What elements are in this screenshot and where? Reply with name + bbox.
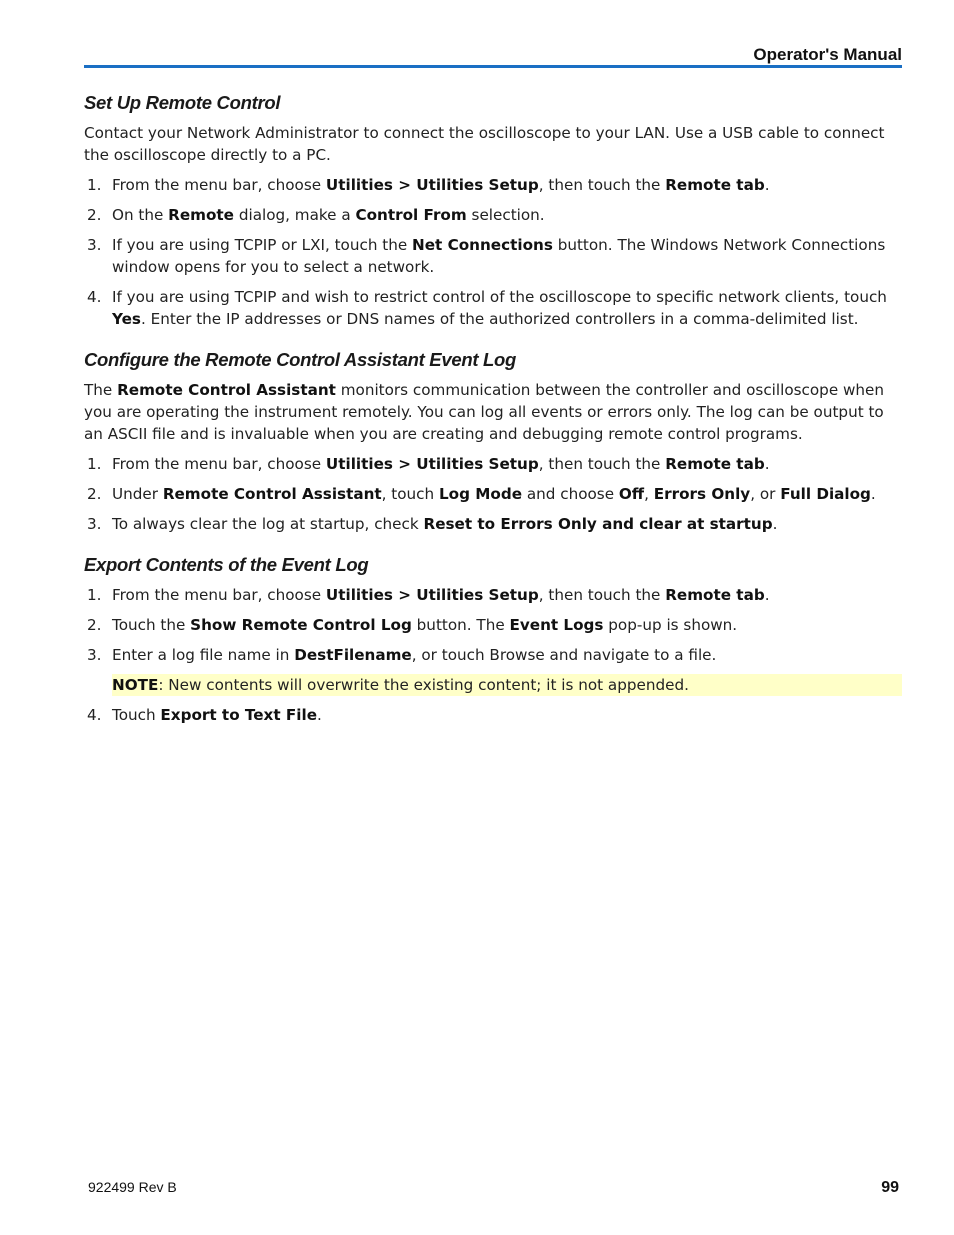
ui-term: Log Mode — [439, 485, 522, 503]
section-heading: Export Contents of the Event Log — [84, 554, 369, 575]
ui-term: Utilities > Utilities Setup — [325, 455, 539, 473]
list-item: 1. From the menu bar, choose Utilities > Utilities Setup, then touch the Remote tab. — [87, 586, 770, 604]
ui-term: Net Connections — [412, 236, 553, 254]
step-number: 3. — [87, 236, 102, 254]
list-item: 1. From the menu bar, choose Utilities > Utilities Setup, then touch the Remote tab. — [87, 176, 770, 194]
page-number: 99 — [881, 1179, 899, 1196]
ui-term: Control From — [355, 206, 467, 224]
ui-term: Export to Text File — [160, 706, 317, 724]
steps-list — [84, 704, 902, 726]
section-configure-event-log — [84, 345, 902, 535]
list-item: 2. On the Remote dialog, make a Control From selection. — [87, 206, 545, 224]
section-intro: Contact your Network Administrator to connect the oscilloscope to your LAN. Use a USB cable to connect the oscilloscope directly to a PC. — [84, 124, 885, 164]
step-number: 2. — [87, 616, 102, 634]
ui-term: Remote — [168, 206, 234, 224]
list-item: 2. Under Remote Control Assistant, touch Log Mode and choose Off, Errors Only, or Full Dialog. — [87, 485, 876, 503]
ui-term: Remote tab — [665, 586, 765, 604]
step-number: 3. — [87, 515, 102, 533]
document-number: 922499 Rev B — [88, 1179, 177, 1195]
list-item: 4. Touch Export to Text File. — [87, 706, 322, 724]
section-intro: The Remote Control Assistant monitors communication between the controller and oscilloscope when you are operating the instrument remotely. You can log all events or errors only. The log can be output to an ASCII file and is invaluable when you are creating and debugging remote control programs. — [84, 381, 885, 443]
ui-term: DestFilename — [294, 646, 412, 664]
note-text: : New contents will overwrite the existing content; it is not appended. — [158, 676, 689, 694]
ui-term: Remote Control Assistant — [162, 485, 382, 503]
step-number: 4. — [87, 706, 102, 724]
section-heading: Configure the Remote Control Assistant Event Log — [84, 349, 517, 370]
list-item: 4. If you are using TCPIP and wish to restrict control of the oscilloscope to specific network clients, touch Yes. Enter the IP addresses or DNS names of the authorized controllers in a comma-delimited list. — [87, 288, 887, 328]
page-content — [84, 88, 902, 741]
section-export-event-log — [84, 550, 902, 726]
section-heading: Set Up Remote Control — [84, 92, 281, 113]
ui-term: Show Remote Control Log — [190, 616, 412, 634]
step-number: 4. — [87, 288, 102, 306]
ui-term: Utilities > Utilities Setup — [325, 176, 539, 194]
note-callout — [112, 674, 902, 696]
ui-term: Event Logs — [509, 616, 604, 634]
step-number: 1. — [87, 455, 102, 473]
ui-term: Off — [618, 485, 645, 503]
ui-term: Utilities > Utilities Setup — [325, 586, 539, 604]
list-item: 3. If you are using TCPIP or LXI, touch the Net Connections button. The Windows Network Connections window opens for you to select a network. — [87, 236, 886, 276]
step-number: 1. — [87, 586, 102, 604]
step-number: 2. — [87, 485, 102, 503]
ui-term: Remote tab — [665, 455, 765, 473]
ui-term: Reset to Errors Only and clear at startup — [423, 515, 773, 533]
steps-list — [84, 584, 902, 666]
step-number: 2. — [87, 206, 102, 224]
ui-term: Remote tab — [665, 176, 765, 194]
steps-list — [84, 174, 902, 330]
header-rule — [84, 65, 902, 68]
section-set-up-remote-control — [84, 88, 902, 330]
list-item: 1. From the menu bar, choose Utilities > Utilities Setup, then touch the Remote tab. — [87, 455, 770, 473]
list-item: 3. Enter a log file name in DestFilename, or touch Browse and navigate to a file. — [87, 646, 717, 664]
step-number: 3. — [87, 646, 102, 664]
ui-term: Full Dialog — [780, 485, 871, 503]
steps-list — [84, 453, 902, 535]
ui-term: Errors Only — [653, 485, 751, 503]
list-item: 2. Touch the Show Remote Control Log button. The Event Logs pop-up is shown. — [87, 616, 738, 634]
note-label: NOTE — [112, 676, 159, 694]
step-number: 1. — [87, 176, 102, 194]
running-header: Operator's Manual — [753, 45, 902, 64]
list-item: 3. To always clear the log at startup, check Reset to Errors Only and clear at startup. — [87, 515, 778, 533]
ui-term: Yes — [112, 310, 141, 328]
ui-term: Remote Control Assistant — [117, 381, 336, 399]
